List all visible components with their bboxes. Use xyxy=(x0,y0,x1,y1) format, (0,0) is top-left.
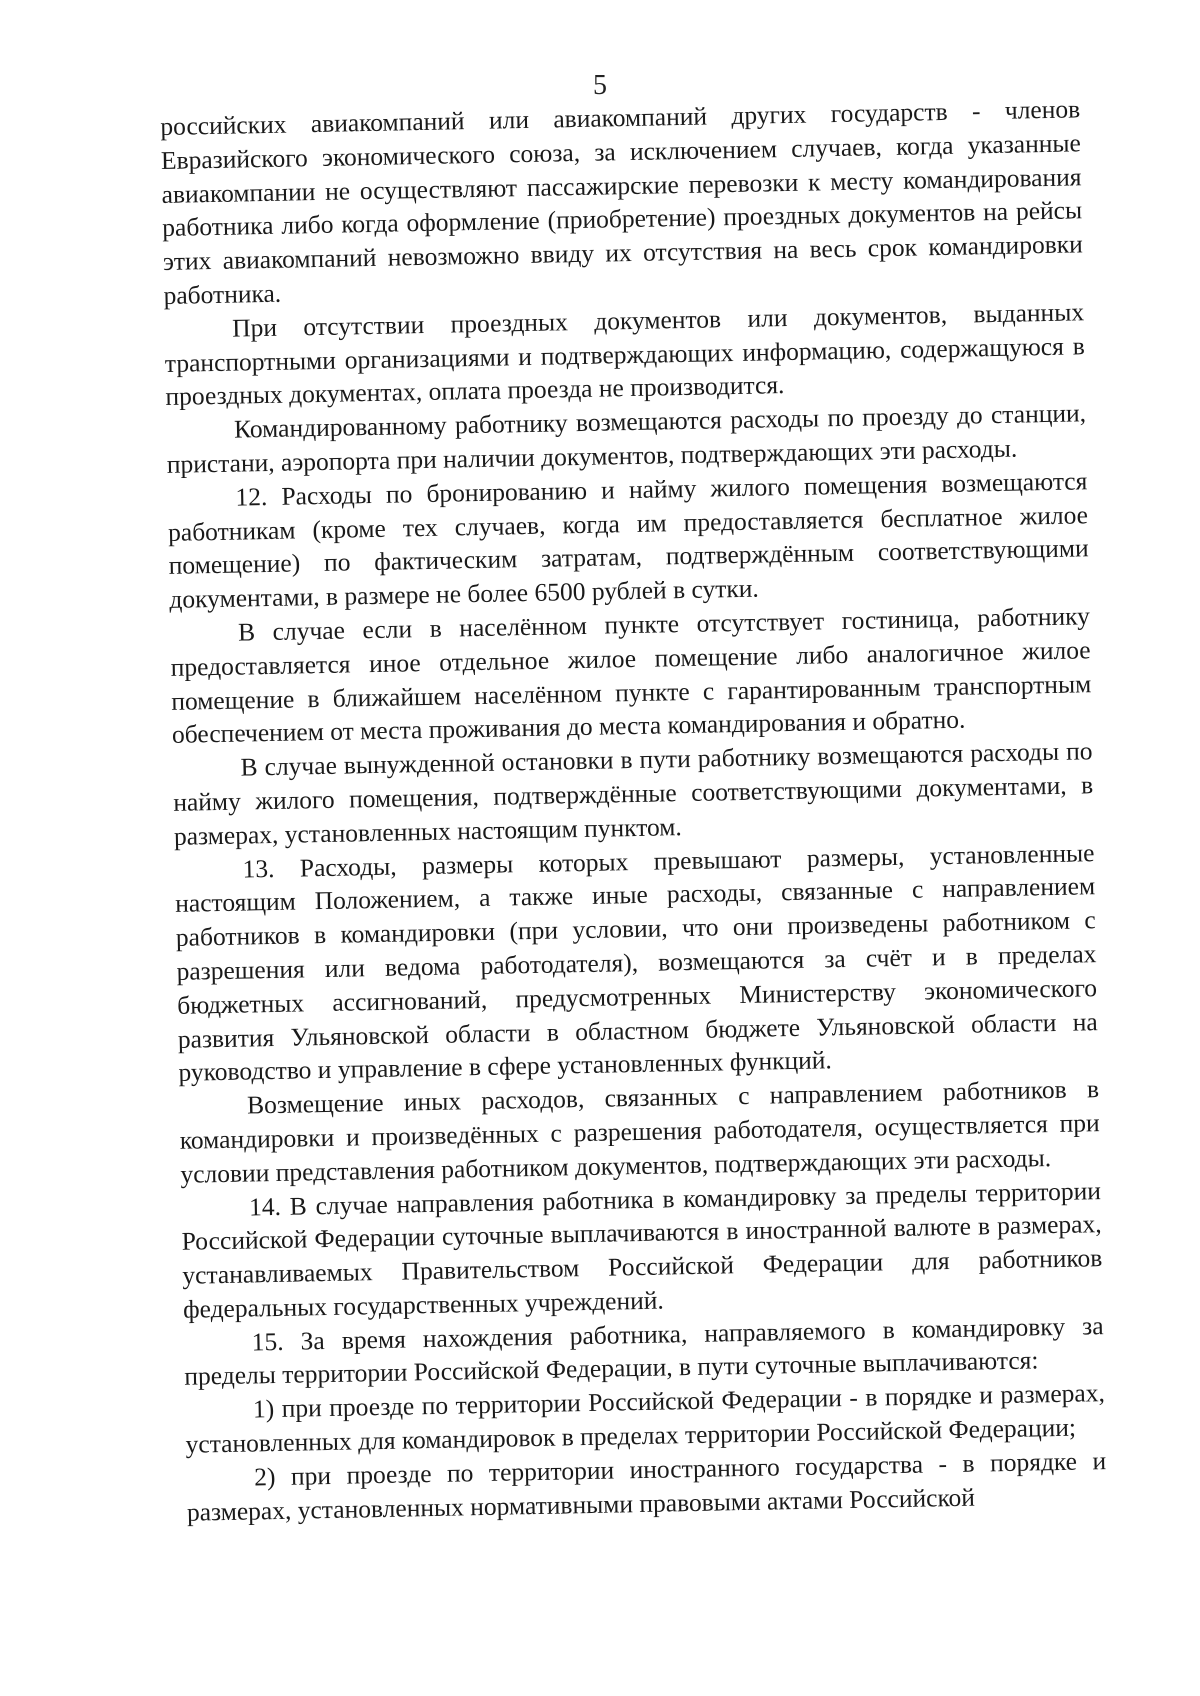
paragraph-item-12: 12. Расходы по бронированию и найму жилого помещения возмещаются работникам (кроме тех случаев, когда им предоставляется бесплатное жилое помещение) по фактическим затратам, подтверждённым соответствующими документами, в размере не более 6500 рублей в сутки. xyxy=(167,466,1089,615)
document-body xyxy=(160,92,1107,1529)
paragraph-item-13: 13. Расходы, размеры которых превышают размеры, установленные настоящим Положением, а также иные расходы, связанные с направлением работников в командировки (при условии, что они произведены работником с разрешения или ведома работодателя), возмещаются за счёт и в пределах бюджетных ассигнований, предусмотренных Министерству экономического развития Ульяновской области в областном бюджете Ульяновской области на руководство и управление в сфере установленных функций. xyxy=(174,837,1098,1088)
paragraph-continuation: российских авиакомпаний или авиакомпаний других государств - членов Евразийского экономического союза, за исключением случаев, когда указанные авиакомпании не осуществляют пассажирские перевозки к месту командирования работника либо когда оформление (приобретение) проездных документов на рейсы этих авиакомпаний невозможно ввиду их отсутствия на весь срок командировки работника. xyxy=(160,94,1084,310)
paragraph-other-expenses: Возмещение иных расходов, связанных с направлением работников в командировки и произведённых с разрешения работодателя, осуществляется при условии представления работником документов, подтверждающих эти расходы. xyxy=(179,1074,1100,1189)
paragraph-item-14: 14. В случае направления работника в командировку за пределы территории Российской Федерации суточные выплачиваются в иностранной валюте в размерах, устанавливаемых Правительством Российской Федерации для работников федеральных государственных учреждений. xyxy=(181,1175,1103,1324)
paragraph-forced-stop: В случае вынужденной остановки в пути работнику возмещаются расходы по найму жилого помещения, подтверждённые соответствующими документами, в размерах, установленных настоящим пунктом. xyxy=(173,736,1094,851)
page-number: 5 xyxy=(593,70,607,101)
paragraph-no-hotel: В случае если в населённом пункте отсутствует гостиница, работнику предоставляется иное отдельное жилое помещение либо аналогичное жилое помещение в ближайшем населённом пункте с гарантированным транспортным обеспечением от места проживания до места командирования и обратно. xyxy=(170,601,1092,750)
paragraph-item-15: 15. За время нахождения работника, направляемого в командировку за пределы территории Российской Федерации, в пути суточные выплачиваются: xyxy=(184,1310,1104,1392)
paragraph-station-expenses: Командированному работнику возмещаются расходы по проезду до станции, пристани, аэропорта при наличии документов, подтверждающих эти расходы. xyxy=(166,398,1087,479)
paragraph-subitem-2: 2) при проезде по территории иностранного государства - в порядке и размерах, установленных нормативными правовыми актами Российской xyxy=(186,1445,1107,1527)
paragraph-subitem-1: 1) при проезде по территории Российской Федерации - в порядке и размерах, установленных для командировок в пределах территории Российской Федерации; xyxy=(185,1378,1106,1459)
paragraph-no-documents: При отсутствии проездных документов или документов, выданных транспортными организациями и подтверждающих информацию, содержащуюся в проездных документах, оплата проезда не производится. xyxy=(164,297,1085,412)
